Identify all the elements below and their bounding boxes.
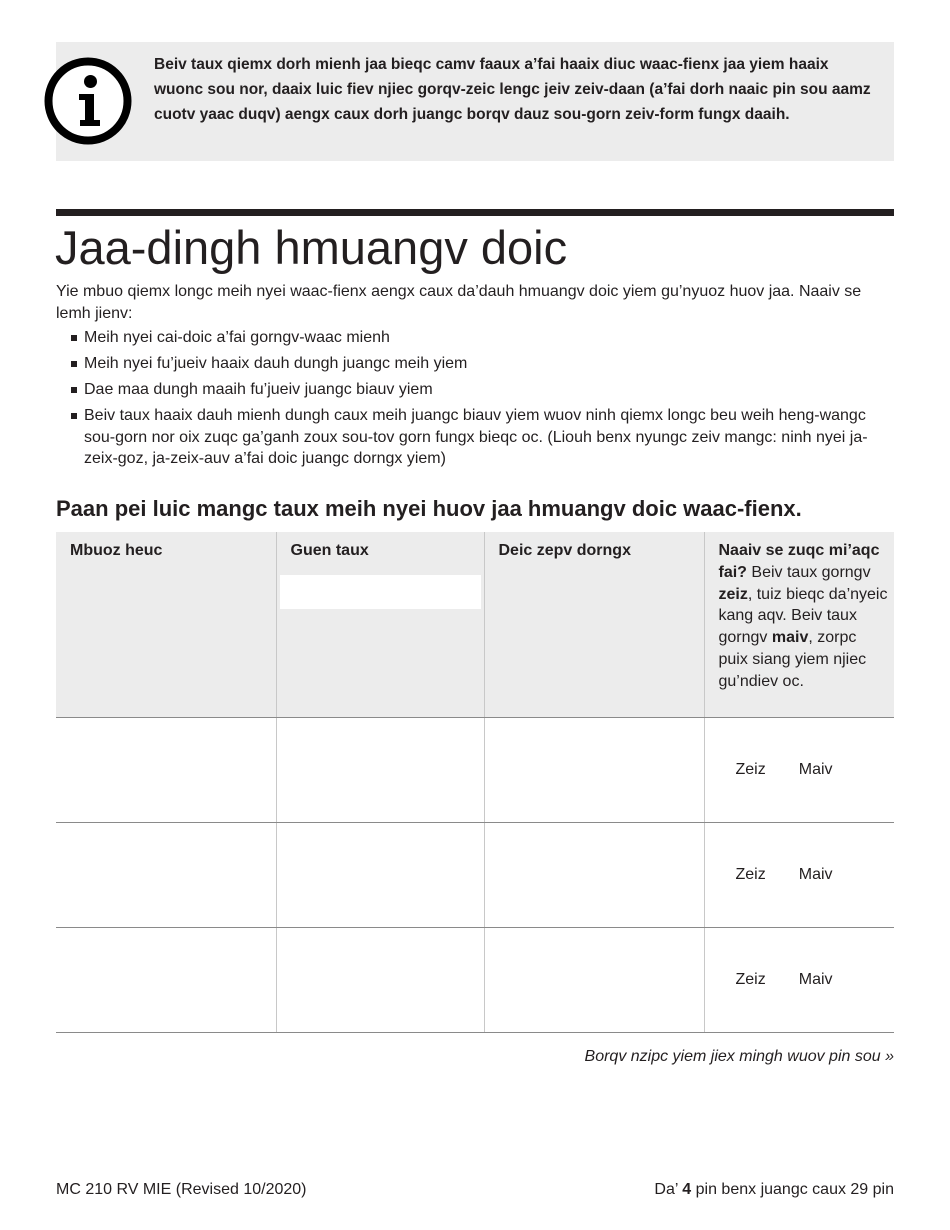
col-question-yes-word: zeiz [718, 585, 748, 603]
bullet-item: Meih nyei cai-doic a’fai gorngv-waac mienh [71, 327, 893, 349]
page-num: 4 [682, 1181, 692, 1198]
page-number [654, 1180, 894, 1200]
section-title: Jaa-dingh hmuangv doic [55, 221, 568, 274]
section-rule [56, 209, 894, 216]
table-row [56, 717, 894, 822]
yes-option[interactable]: Zeiz [735, 760, 766, 778]
col-age-header [276, 532, 484, 717]
info-icon [44, 57, 132, 145]
col-age-label: Guen taux [290, 542, 369, 559]
page-suffix: pin benx juangc caux 29 pin [691, 1181, 894, 1198]
yes-option[interactable]: Zeiz [735, 970, 766, 988]
name-cell[interactable] [56, 822, 276, 927]
household-table [56, 532, 894, 1033]
relation-cell[interactable] [484, 717, 704, 822]
page-prefix: Da’ [654, 1181, 683, 1198]
table-row [56, 822, 894, 927]
relation-cell[interactable] [484, 822, 704, 927]
relation-cell[interactable] [484, 927, 704, 1032]
name-cell[interactable] [56, 717, 276, 822]
col-name-label: Mbuoz heuc [70, 542, 163, 559]
col-relation-label: Deic zepv dorngx [498, 542, 631, 559]
age-cell[interactable] [276, 927, 484, 1032]
bullet-item: Beiv taux haaix dauh mienh dungh caux meih juangc biauv yiem wuov ninh qiemx longc beu weih heng-wangc sou-gorn nor oix zuqc ga’ganh zoux sou-tov gorn fungx bieqc oc. (Liouh benx nyungc zeiv mangc: ninh nyei ja-zeix-goz, ja-zeix-auv a’fai doic juangc dorngx yiem) [71, 405, 893, 470]
no-option[interactable]: Maiv [798, 760, 833, 778]
age-header-input[interactable] [280, 575, 481, 609]
bullet-list [71, 327, 893, 474]
yes-option[interactable]: Zeiz [735, 865, 766, 883]
col-question-text-2: , tuiz bieqc da’nyeic kang aqv. Beiv taux gorngv [718, 585, 888, 647]
yes-no-cell [704, 927, 894, 1032]
no-option[interactable]: Maiv [798, 970, 833, 988]
col-question-note [719, 564, 888, 690]
yes-no-cell [704, 822, 894, 927]
section-intro: Yie mbuo qiemx longc meih nyei waac-fienx aengx caux da’dauh hmuangv doic yiem gu’nyuoz huov jaa. Naaiv se lemh jienv: [56, 283, 862, 322]
table-heading: Paan pei luic mangc taux meih nyei huov jaa hmuangv doic waac-fienx. [56, 496, 802, 521]
col-name-header [56, 532, 276, 717]
info-text: Beiv taux qiemx dorh mienh jaa bieqc camv faaux a’fai haaix diuc waac-fienx jaa yiem haaix wuonc sou nor, daaix luic fiev njiec gorqv-zeic lengc jeiv zeiv-daan (a’fai dorh naaic pin sou aamz cuotv yaac duqv) aengx caux dorh juangc borqv dauz sou-gorn zeiv-form fungx daaih. [154, 56, 871, 123]
bullet-item: Dae maa dungh maaih fu’jueiv juangc biauv yiem [71, 379, 893, 401]
col-question-bold: Naaiv se zuqc mi’aqc fai? [718, 542, 880, 581]
table-header-row [56, 532, 894, 717]
col-relation-header [484, 532, 704, 717]
age-cell[interactable] [276, 717, 484, 822]
col-question-text-3: , zorpc puix siang yiem njiec gu’ndiev oc. [718, 629, 867, 690]
col-question-no-word: maiv [771, 629, 809, 647]
yes-no-cell [704, 717, 894, 822]
table-row [56, 927, 894, 1032]
bullet-item: Meih nyei fu’jueiv haaix dauh dungh juangc meih yiem [71, 353, 893, 375]
col-question-header [704, 532, 894, 717]
continue-note: Borqv nzipc yiem jiex mingh wuov pin sou » [584, 1048, 894, 1065]
col-question-text-1: Beiv taux gorngv [746, 563, 871, 581]
age-cell[interactable] [276, 822, 484, 927]
name-cell[interactable] [56, 927, 276, 1032]
form-id: MC 210 RV MIE (Revised 10/2020) [56, 1181, 307, 1198]
no-option[interactable]: Maiv [798, 865, 833, 883]
